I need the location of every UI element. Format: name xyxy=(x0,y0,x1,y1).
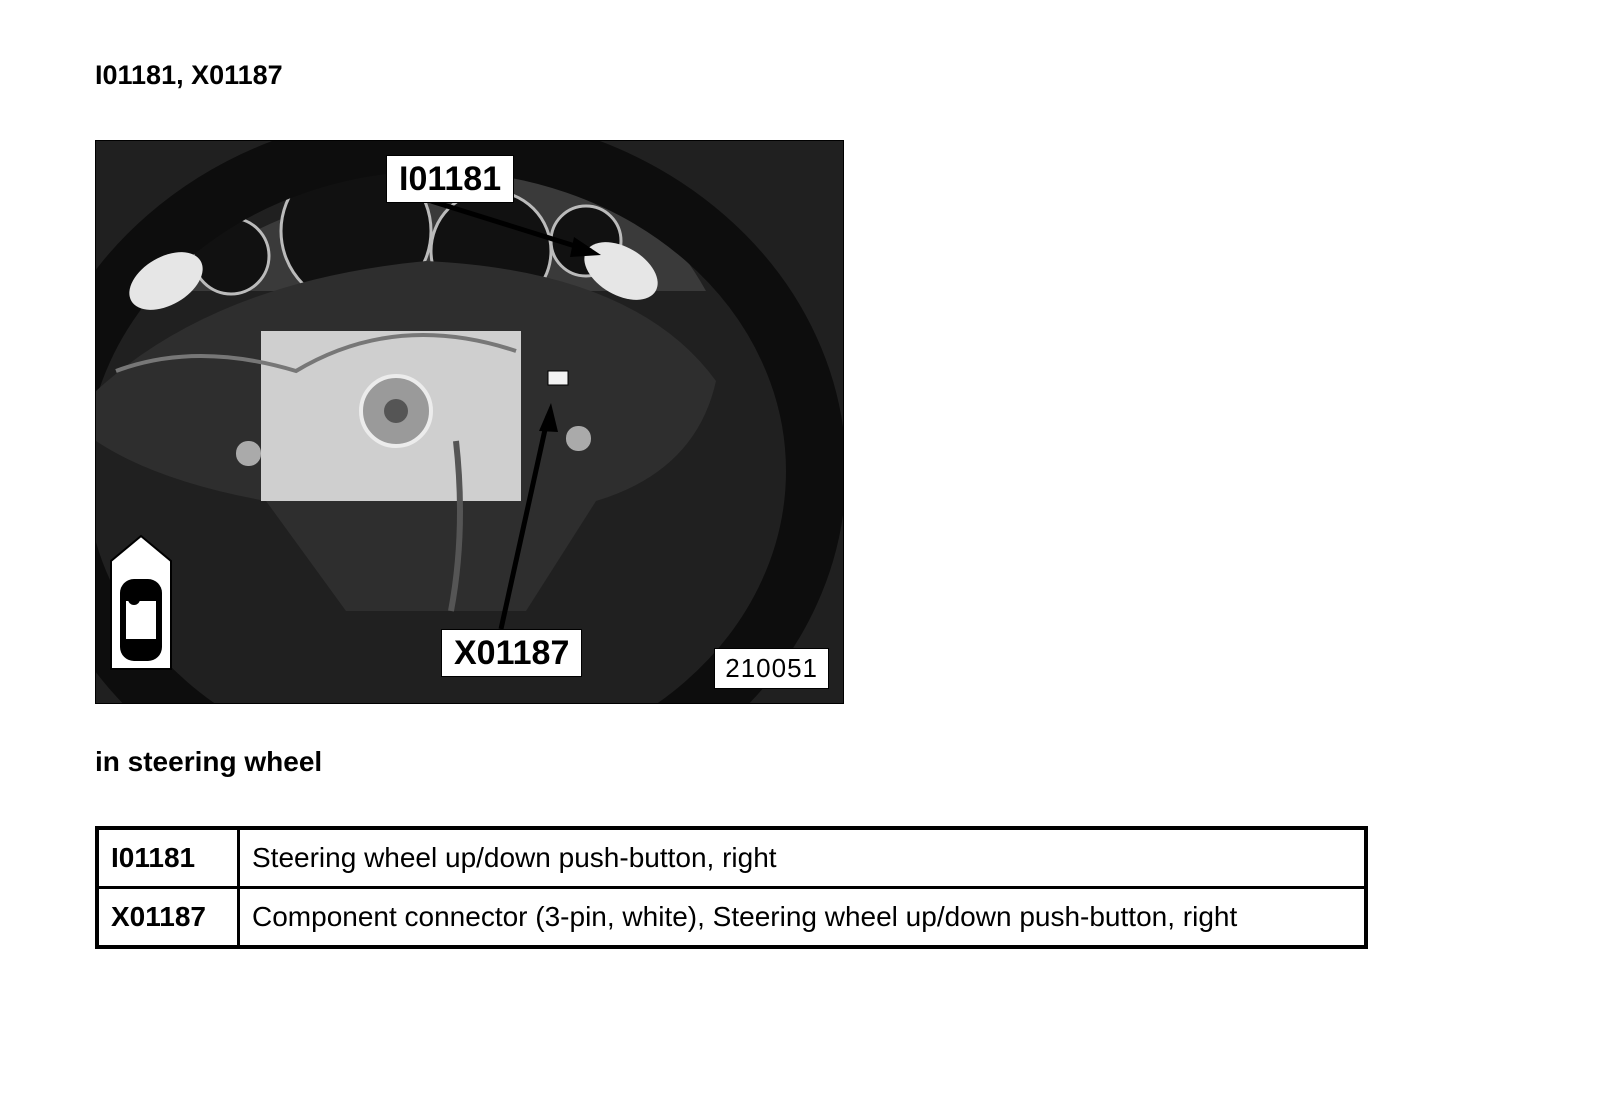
steering-wheel-illustration xyxy=(96,141,843,703)
steering-wheel-photo xyxy=(95,140,844,704)
callout-label-connector: X01187 xyxy=(441,629,582,677)
figure-number: 210051 xyxy=(714,648,829,689)
component-description: Component connector (3-pin, white), Steering wheel up/down push-button, right xyxy=(239,888,1367,948)
component-code: X01187 xyxy=(97,888,239,948)
page-title: I01181, X01187 xyxy=(95,60,283,90)
components-table xyxy=(95,826,1368,949)
location-heading: in steering wheel xyxy=(95,746,323,777)
component-code: I01181 xyxy=(97,828,239,888)
table-row xyxy=(97,828,1366,888)
callout-label-push-button: I01181 xyxy=(386,155,514,203)
component-description: Steering wheel up/down push-button, right xyxy=(239,828,1367,888)
table-row xyxy=(97,888,1366,948)
